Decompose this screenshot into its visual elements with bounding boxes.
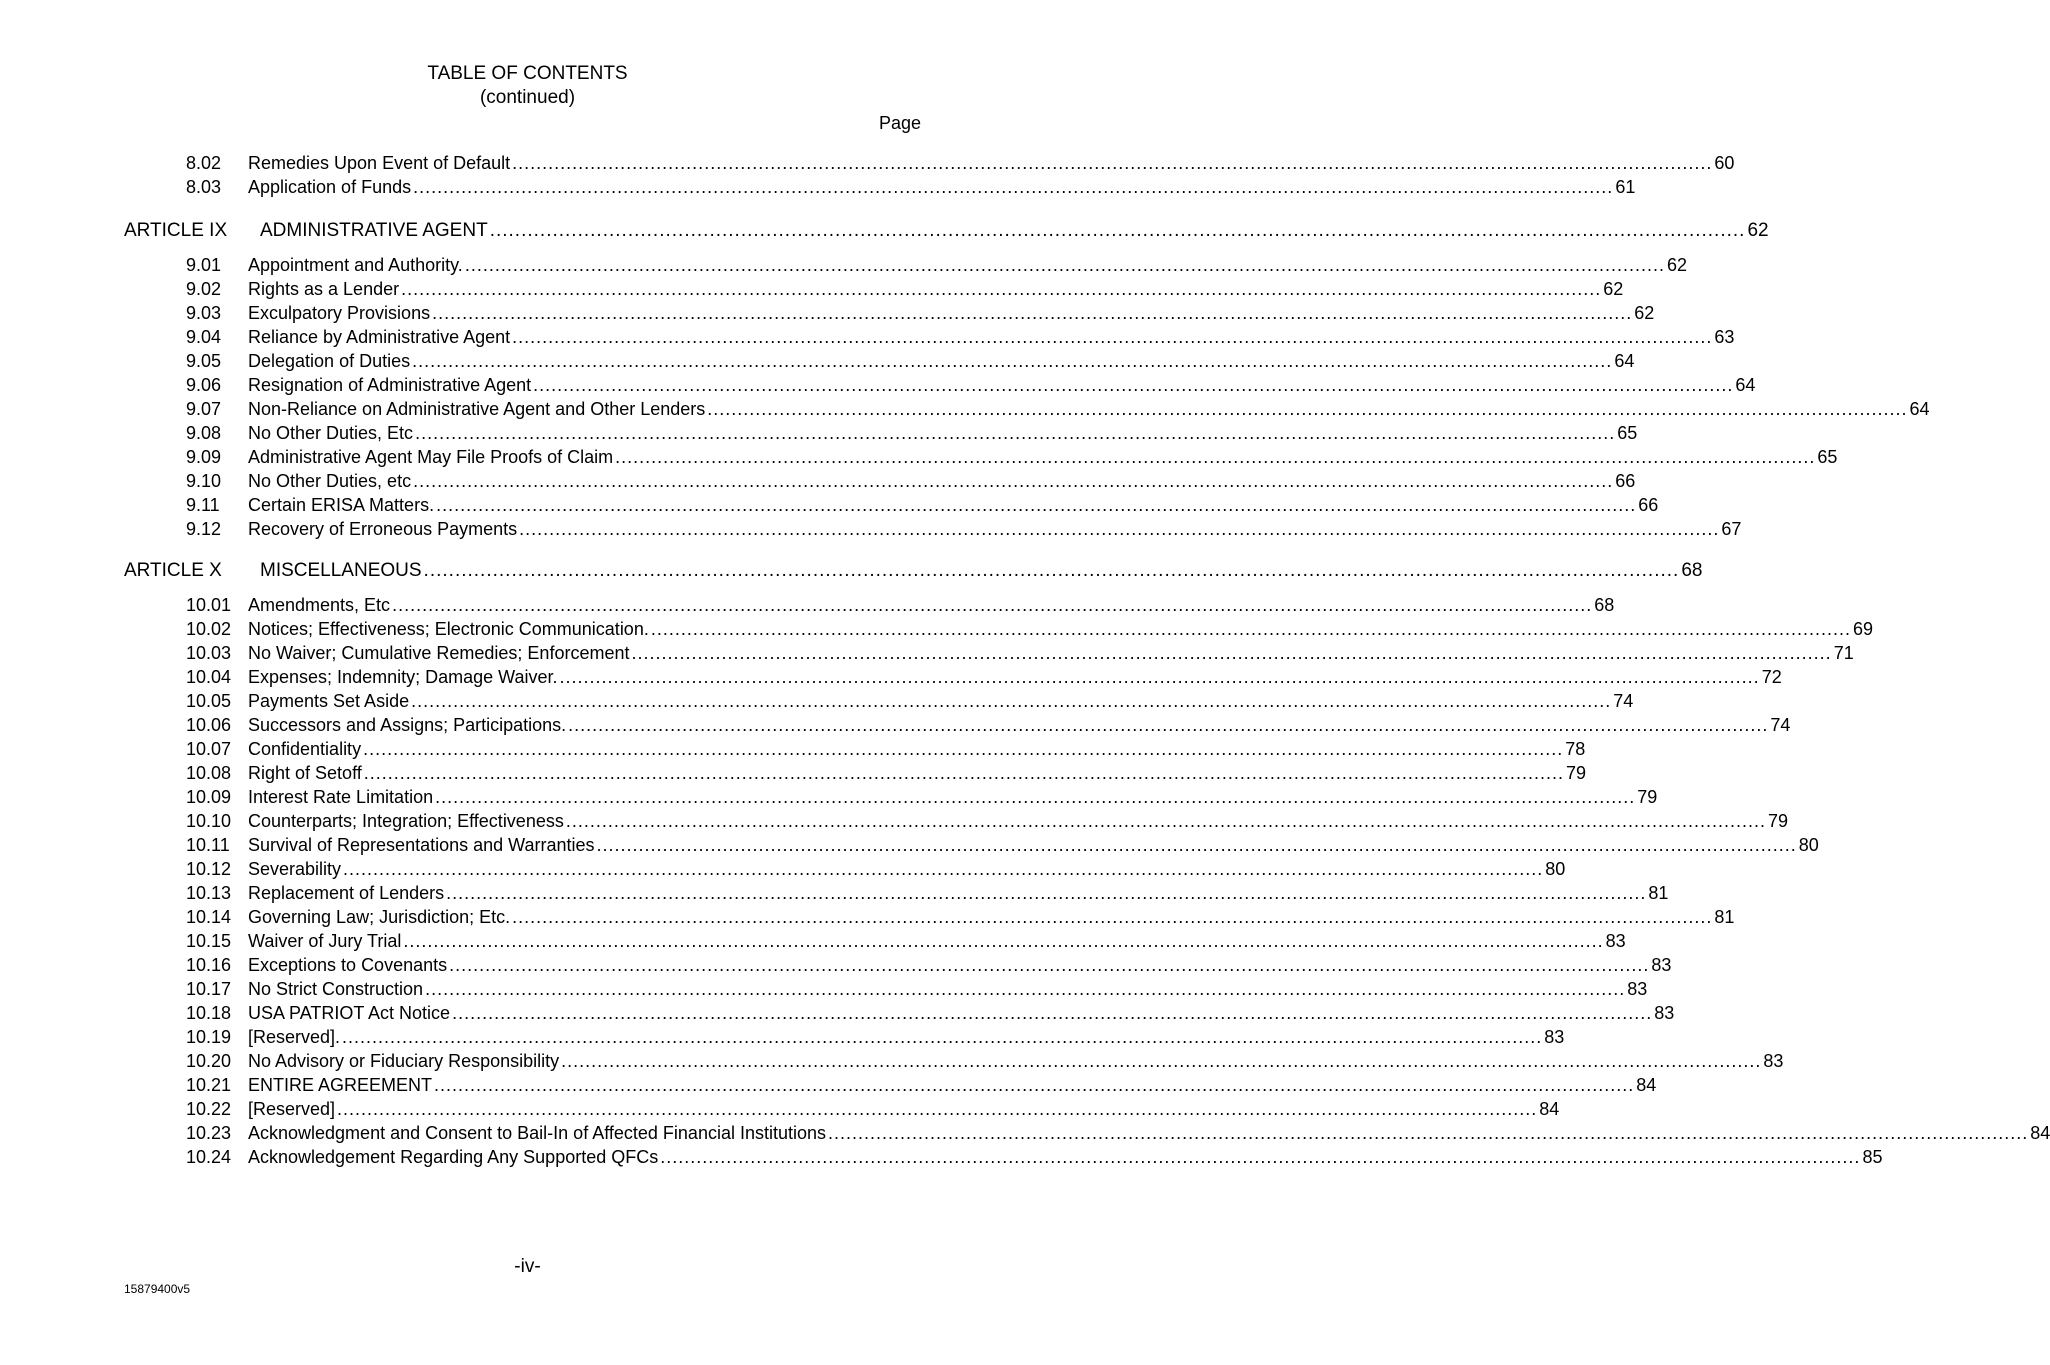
toc-entry-row bbox=[0, 1073, 1657, 1097]
toc-entry bbox=[248, 833, 1819, 857]
toc-entry bbox=[248, 1073, 1657, 1097]
section-title: Resignation of Administrative Agent bbox=[248, 375, 532, 395]
section-title: Successors and Assigns; Participations. bbox=[248, 715, 567, 735]
article-title: ADMINISTRATIVE AGENT bbox=[260, 220, 488, 241]
page-reference: 74 bbox=[1613, 691, 1634, 711]
toc-entry-row bbox=[0, 881, 1669, 905]
section-number: 10.12 bbox=[186, 859, 232, 879]
page-reference: 85 bbox=[1862, 1147, 1883, 1167]
toc-entry-row bbox=[0, 277, 1624, 301]
page-reference: 79 bbox=[1768, 811, 1789, 831]
dot-leader: ........................................................................................................................................................................................................ bbox=[596, 835, 1797, 855]
toc-entry bbox=[248, 349, 1635, 373]
page-reference: 79 bbox=[1565, 763, 1586, 783]
section-title: Certain ERISA Matters. bbox=[248, 495, 435, 515]
toc-entry bbox=[248, 277, 1624, 301]
dot-leader: ........................................................................................................................................................................................................ bbox=[337, 1099, 1538, 1119]
dot-leader: ........................................................................................................................................................................................................ bbox=[363, 739, 1564, 759]
section-number: 9.08 bbox=[186, 423, 222, 443]
section-title: Reliance by Administrative Agent bbox=[248, 327, 511, 347]
dot-leader: ........................................................................................................................................................................................................ bbox=[489, 220, 1746, 241]
page-reference: 67 bbox=[1721, 519, 1742, 539]
toc-entry bbox=[248, 493, 1659, 517]
toc-entry bbox=[248, 517, 1742, 541]
section-number: 10.24 bbox=[186, 1147, 232, 1167]
toc-entry-row bbox=[0, 301, 1655, 325]
section-title: ENTIRE AGREEMENT bbox=[248, 1075, 433, 1095]
toc-entry bbox=[248, 785, 1658, 809]
toc-entry bbox=[248, 1025, 1565, 1049]
toc-entry bbox=[248, 857, 1566, 881]
toc-entry-row bbox=[0, 665, 1782, 689]
dot-leader: ........................................................................................................................................................................................................ bbox=[413, 177, 1614, 197]
article-number: ARTICLE IX bbox=[124, 220, 228, 241]
section-number: 10.17 bbox=[186, 979, 232, 999]
page-reference: 65 bbox=[1817, 447, 1838, 467]
section-number: 10.06 bbox=[186, 715, 232, 735]
toc-entry-row bbox=[0, 929, 1626, 953]
dot-leader: ........................................................................................................................................................................................................ bbox=[464, 255, 1666, 275]
dot-leader: ........................................................................................................................................................................................................ bbox=[432, 303, 1633, 323]
section-title: Payments Set Aside bbox=[248, 691, 410, 711]
section-title: Acknowledgement Regarding Any Supported QFCs bbox=[248, 1147, 659, 1167]
dot-leader: ........................................................................................................................................................................................................ bbox=[559, 667, 1760, 687]
article-title: MISCELLANEOUS bbox=[260, 560, 422, 581]
page-reference: 66 bbox=[1638, 495, 1659, 515]
dot-leader: ........................................................................................................................................................................................................ bbox=[412, 351, 1613, 371]
section-number: 10.21 bbox=[186, 1075, 232, 1095]
page-reference: 65 bbox=[1617, 423, 1638, 443]
article-number: ARTICLE X bbox=[124, 560, 222, 581]
section-number: 9.07 bbox=[186, 399, 222, 419]
section-title: Waiver of Jury Trial bbox=[248, 931, 402, 951]
dot-leader: ........................................................................................................................................................................................................ bbox=[411, 691, 1612, 711]
section-number: 10.23 bbox=[186, 1123, 232, 1143]
section-title: Exculpatory Provisions bbox=[248, 303, 431, 323]
page-reference: 69 bbox=[1853, 619, 1874, 639]
page-reference: 74 bbox=[1770, 715, 1791, 735]
dot-leader: ........................................................................................................................................................................................................ bbox=[631, 643, 1832, 663]
toc-entry bbox=[248, 373, 1756, 397]
section-title: No Waiver; Cumulative Remedies; Enforcement bbox=[248, 643, 630, 663]
section-number: 9.04 bbox=[186, 327, 222, 347]
toc-entry bbox=[248, 905, 1735, 929]
toc-entry-row bbox=[0, 1097, 1560, 1121]
page-reference: 62 bbox=[1667, 255, 1688, 275]
dot-leader: ........................................................................................................................................................................................................ bbox=[434, 1075, 1635, 1095]
section-number: 10.20 bbox=[186, 1051, 232, 1071]
toc-entry-row bbox=[0, 517, 1742, 541]
section-title: Application of Funds bbox=[248, 177, 412, 197]
dot-leader: ........................................................................................................................................................................................................ bbox=[425, 979, 1626, 999]
toc-entry-row bbox=[0, 325, 1735, 349]
section-title: Appointment and Authority. bbox=[248, 255, 463, 275]
dot-leader: ........................................................................................................................................................................................................ bbox=[342, 1027, 1543, 1047]
toc-entry bbox=[248, 151, 1735, 175]
toc-entry bbox=[248, 1049, 1784, 1073]
dot-leader: ........................................................................................................................................................................................................ bbox=[413, 471, 1614, 491]
section-number: 10.22 bbox=[186, 1099, 232, 1119]
toc-entry bbox=[248, 809, 1789, 833]
section-title: Severability bbox=[248, 859, 342, 879]
section-number: 9.09 bbox=[186, 447, 222, 467]
dot-leader: ........................................................................................................................................................................................................ bbox=[533, 375, 1734, 395]
section-title: Administrative Agent May File Proofs of Claim bbox=[248, 447, 614, 467]
toc-entry bbox=[248, 1145, 1883, 1169]
page-reference: 64 bbox=[1909, 399, 1930, 419]
section-number: 10.11 bbox=[186, 835, 230, 855]
toc-entry bbox=[248, 641, 1854, 665]
toc-entry-row bbox=[0, 175, 1636, 199]
page-reference: 83 bbox=[1651, 955, 1672, 975]
dot-leader: ........................................................................................................................................................................................................ bbox=[650, 619, 1852, 639]
section-number: 10.10 bbox=[186, 811, 232, 831]
section-title: No Advisory or Fiduciary Responsibility bbox=[248, 1051, 560, 1071]
dot-leader: ........................................................................................................................................................................................................ bbox=[343, 859, 1544, 879]
section-number: 9.02 bbox=[186, 279, 222, 299]
toc-entry bbox=[248, 421, 1638, 445]
toc-entry bbox=[248, 977, 1648, 1001]
section-number: 9.01 bbox=[186, 255, 222, 275]
toc-entry-row bbox=[0, 953, 1672, 977]
toc-entry bbox=[248, 713, 1791, 737]
toc-entry-row bbox=[0, 905, 1735, 929]
page-reference: 83 bbox=[1605, 931, 1626, 951]
page-reference: 66 bbox=[1615, 471, 1636, 491]
toc-entry-row bbox=[0, 641, 1854, 665]
page-reference: 84 bbox=[1636, 1075, 1657, 1095]
section-title: Survival of Representations and Warranties bbox=[248, 835, 595, 855]
page-reference: 64 bbox=[1735, 375, 1756, 395]
dot-leader: ........................................................................................................................................................................................................ bbox=[446, 883, 1647, 903]
section-title: No Other Duties, Etc bbox=[248, 423, 414, 443]
section-title: Governing Law; Jurisdiction; Etc. bbox=[248, 907, 511, 927]
section-number: 9.05 bbox=[186, 351, 222, 371]
section-number: 10.09 bbox=[186, 787, 232, 807]
section-title: Acknowledgment and Consent to Bail-In of Affected Financial Institutions bbox=[248, 1123, 827, 1143]
toc-entry bbox=[248, 1097, 1560, 1121]
dot-leader: ........................................................................................................................................................................................................ bbox=[565, 811, 1767, 831]
section-number: 10.16 bbox=[186, 955, 232, 975]
toc-entry bbox=[248, 953, 1672, 977]
section-number: 8.02 bbox=[186, 153, 222, 173]
section-title: Confidentiality bbox=[248, 739, 362, 759]
page-reference: 83 bbox=[1654, 1003, 1675, 1023]
section-title: Notices; Effectiveness; Electronic Communication. bbox=[248, 619, 649, 639]
section-number: 10.19 bbox=[186, 1027, 232, 1047]
section-title: USA PATRIOT Act Notice bbox=[248, 1003, 451, 1023]
toc-subtitle: (continued) bbox=[479, 87, 576, 108]
section-title: No Strict Construction bbox=[248, 979, 424, 999]
section-number: 8.03 bbox=[186, 177, 222, 197]
page-reference: 79 bbox=[1637, 787, 1658, 807]
toc-entry-row bbox=[0, 1049, 1784, 1073]
toc-entry bbox=[248, 1121, 2050, 1145]
toc-entry bbox=[260, 559, 1703, 583]
section-title: Delegation of Duties bbox=[248, 351, 411, 371]
dot-leader: ........................................................................................................................................................................................................ bbox=[401, 279, 1602, 299]
dot-leader: ........................................................................................................................................................................................................ bbox=[561, 1051, 1762, 1071]
section-title: Remedies Upon Event of Default bbox=[248, 153, 511, 173]
section-number: 9.12 bbox=[186, 519, 222, 539]
section-number: 10.05 bbox=[186, 691, 232, 711]
toc-entry bbox=[248, 929, 1626, 953]
page-reference: 84 bbox=[1539, 1099, 1560, 1119]
toc-entry-row bbox=[0, 421, 1638, 445]
section-number: 9.06 bbox=[186, 375, 222, 395]
section-number: 9.10 bbox=[186, 471, 222, 491]
page-reference: 81 bbox=[1714, 907, 1735, 927]
page-reference: 62 bbox=[1603, 279, 1624, 299]
toc-entry bbox=[248, 397, 1930, 421]
dot-leader: ........................................................................................................................................................................................................ bbox=[452, 1003, 1653, 1023]
page-reference: 81 bbox=[1648, 883, 1669, 903]
page-reference: 83 bbox=[1544, 1027, 1565, 1047]
toc-entry-row bbox=[0, 785, 1658, 809]
toc-entry-row bbox=[0, 593, 1615, 617]
page-reference: 80 bbox=[1545, 859, 1566, 879]
section-title: Exceptions to Covenants bbox=[248, 955, 448, 975]
dot-leader: ........................................................................................................................................................................................................ bbox=[449, 955, 1650, 975]
toc-entry bbox=[248, 665, 1782, 689]
document-id: 15879400v5 bbox=[124, 1282, 191, 1296]
toc-entry-row bbox=[0, 1025, 1565, 1049]
article-heading-row bbox=[0, 559, 1703, 583]
dot-leader: ........................................................................................................................................................................................................ bbox=[707, 399, 1908, 419]
page-reference: 83 bbox=[1627, 979, 1648, 999]
toc-entry bbox=[248, 617, 1874, 641]
section-number: 10.07 bbox=[186, 739, 232, 759]
toc-entry bbox=[248, 445, 1838, 469]
page-reference: 62 bbox=[1747, 220, 1769, 241]
page-reference: 68 bbox=[1594, 595, 1615, 615]
section-title: Amendments, Etc bbox=[248, 595, 391, 615]
page-reference: 62 bbox=[1634, 303, 1655, 323]
toc-entry-row bbox=[0, 349, 1635, 373]
page-reference: 84 bbox=[2030, 1123, 2050, 1143]
toc-entry bbox=[260, 219, 1769, 243]
toc-entry bbox=[248, 325, 1735, 349]
page-reference: 78 bbox=[1565, 739, 1586, 759]
article-heading-row bbox=[0, 219, 1769, 243]
toc-entry bbox=[248, 881, 1669, 905]
section-number: 10.13 bbox=[186, 883, 232, 903]
page-reference: 83 bbox=[1763, 1051, 1784, 1071]
toc-entry-row bbox=[0, 761, 1586, 785]
page-reference: 71 bbox=[1833, 643, 1854, 663]
section-number: 10.03 bbox=[186, 643, 232, 663]
page-reference: 80 bbox=[1798, 835, 1819, 855]
toc-entry bbox=[248, 689, 1634, 713]
dot-leader: ........................................................................................................................................................................................................ bbox=[415, 423, 1616, 443]
page-reference: 72 bbox=[1761, 667, 1782, 687]
toc-title: TABLE OF CONTENTS bbox=[427, 63, 628, 84]
page-reference: 61 bbox=[1615, 177, 1636, 197]
section-title: Right of Setoff bbox=[248, 763, 362, 783]
dot-leader: ........................................................................................................................................................................................................ bbox=[403, 931, 1604, 951]
toc-entry-row bbox=[0, 1121, 2050, 1145]
section-title: [Reserved] bbox=[248, 1099, 336, 1119]
section-number: 9.11 bbox=[186, 495, 220, 515]
toc-entry-row bbox=[0, 151, 1735, 175]
dot-leader: ........................................................................................................................................................................................................ bbox=[423, 560, 1680, 581]
toc-entry-row bbox=[0, 469, 1636, 493]
dot-leader: ........................................................................................................................................................................................................ bbox=[512, 907, 1713, 927]
page-column-label: Page bbox=[878, 113, 921, 133]
section-title: Counterparts; Integration; Effectiveness bbox=[248, 811, 564, 831]
dot-leader: ........................................................................................................................................................................................................ bbox=[363, 763, 1564, 783]
section-title: Rights as a Lender bbox=[248, 279, 400, 299]
toc-entry bbox=[248, 469, 1636, 493]
dot-leader: ........................................................................................................................................................................................................ bbox=[568, 715, 1769, 735]
toc-entry-row bbox=[0, 373, 1756, 397]
dot-leader: ........................................................................................................................................................................................................ bbox=[436, 495, 1637, 515]
dot-leader: ........................................................................................................................................................................................................ bbox=[435, 787, 1636, 807]
dot-leader: ........................................................................................................................................................................................................ bbox=[512, 327, 1713, 347]
toc-entry-row bbox=[0, 253, 1688, 277]
section-number: 10.08 bbox=[186, 763, 232, 783]
section-number: 10.01 bbox=[186, 595, 232, 615]
section-title: Recovery of Erroneous Payments bbox=[248, 519, 518, 539]
section-title: Interest Rate Limitation bbox=[248, 787, 434, 807]
toc-entry-row bbox=[0, 493, 1659, 517]
page-reference: 64 bbox=[1614, 351, 1635, 371]
page-reference: 63 bbox=[1714, 327, 1735, 347]
toc-entry-row bbox=[0, 617, 1874, 641]
toc-entry-row bbox=[0, 857, 1566, 881]
toc-entry bbox=[248, 593, 1615, 617]
section-title: Expenses; Indemnity; Damage Waiver. bbox=[248, 667, 558, 687]
toc-entry-row bbox=[0, 445, 1838, 469]
toc-entry-row bbox=[0, 833, 1819, 857]
toc-entry-row bbox=[0, 737, 1586, 761]
toc-entry bbox=[248, 1001, 1675, 1025]
section-number: 9.03 bbox=[186, 303, 222, 323]
page-reference: 68 bbox=[1681, 560, 1703, 581]
section-title: Non-Reliance on Administrative Agent and Other Lenders bbox=[248, 399, 706, 419]
dot-leader: ........................................................................................................................................................................................................ bbox=[392, 595, 1593, 615]
section-title: No Other Duties, etc bbox=[248, 471, 412, 491]
section-number: 10.15 bbox=[186, 931, 232, 951]
toc-entry-row bbox=[0, 397, 1930, 421]
dot-leader: ........................................................................................................................................................................................................ bbox=[660, 1147, 1861, 1167]
section-title: [Reserved]. bbox=[248, 1027, 341, 1047]
section-title: Replacement of Lenders bbox=[248, 883, 445, 903]
toc-entry-row bbox=[0, 977, 1648, 1001]
dot-leader: ........................................................................................................................................................................................................ bbox=[512, 153, 1713, 173]
section-number: 10.18 bbox=[186, 1003, 232, 1023]
toc-entry bbox=[248, 761, 1586, 785]
section-number: 10.04 bbox=[186, 667, 232, 687]
page-number: -iv- bbox=[514, 1256, 541, 1277]
toc-entry bbox=[248, 301, 1655, 325]
dot-leader: ........................................................................................................................................................................................................ bbox=[615, 447, 1816, 467]
toc-entry-row bbox=[0, 713, 1791, 737]
page-reference: 60 bbox=[1714, 153, 1735, 173]
section-number: 10.02 bbox=[186, 619, 232, 639]
toc-entry bbox=[248, 737, 1586, 761]
dot-leader: ........................................................................................................................................................................................................ bbox=[828, 1123, 2029, 1143]
toc-entry-row bbox=[0, 1145, 1883, 1169]
toc-entry-row bbox=[0, 689, 1634, 713]
toc-entry-row bbox=[0, 1001, 1675, 1025]
dot-leader: ........................................................................................................................................................................................................ bbox=[519, 519, 1720, 539]
toc-entry bbox=[248, 253, 1688, 277]
section-number: 10.14 bbox=[186, 907, 232, 927]
toc-entry-row bbox=[0, 809, 1789, 833]
toc-entry bbox=[248, 175, 1636, 199]
